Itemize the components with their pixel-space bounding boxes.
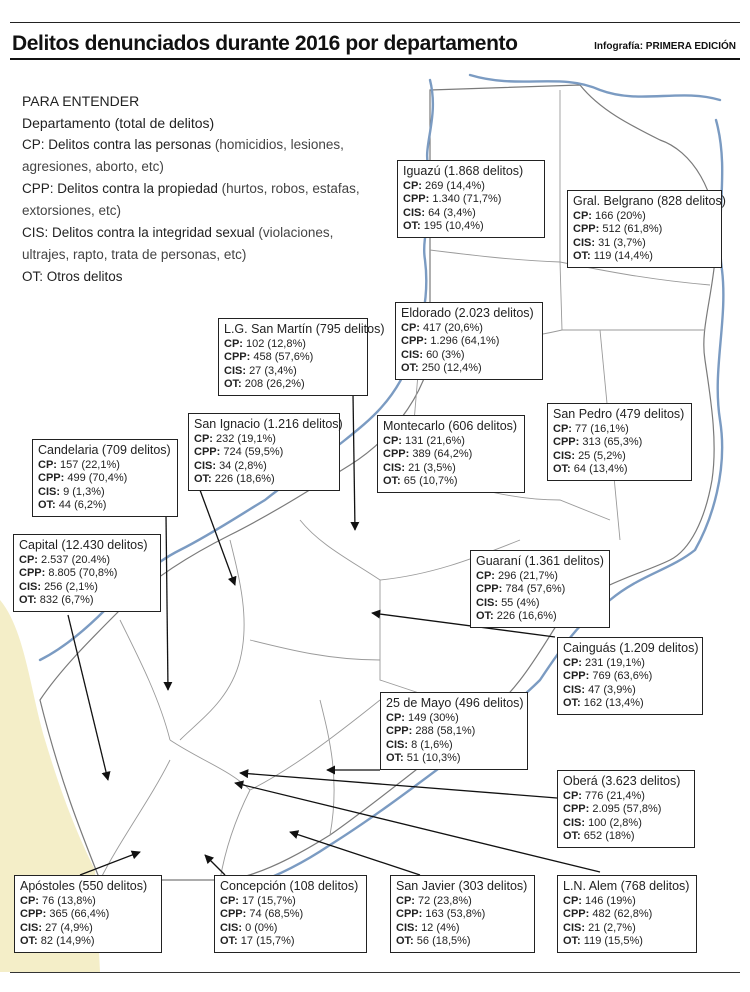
dept-cis: CIS: 100 (2,8%) [563, 816, 642, 829]
dept-cpp: CPP: 724 (59,5%) [194, 446, 284, 459]
dept-cpp: CPP: 288 (58,1%) [386, 725, 476, 738]
dept-cp: CP: 296 (21,7%) [476, 570, 558, 582]
dept-name: Concepción (108 delitos) [220, 879, 359, 893]
dept-cpp: CPP: 74 (68,5%) [220, 908, 304, 921]
dept-cis: CIS: 256 (2,1%) [19, 580, 98, 593]
dept-cpp: CPP: 784 (57,6%) [476, 583, 566, 596]
legend-heading: PARA ENTENDER [22, 93, 140, 109]
dept-name: Cainguás (1.209 delitos) [563, 641, 699, 655]
dept-ot: OT: 44 (6,2%) [38, 499, 107, 512]
dept-cp: CP: 417 (20,6%) [401, 322, 483, 334]
dept-box-san-ignacio [188, 413, 343, 491]
dept-cis: CIS: 0 (0%) [220, 921, 278, 934]
dept-cp: CP: 231 (19,1%) [563, 657, 645, 669]
dept-ot: OT: 832 (6,7%) [19, 594, 94, 607]
dept-box-iguazu [397, 160, 545, 238]
dept-box-eldorado [395, 302, 543, 380]
dept-cp: CP: 269 (14,4%) [403, 180, 485, 192]
dept-ot: OT: 65 (10,7%) [383, 475, 458, 488]
dept-name: L.G. San Martín (795 delitos) [224, 322, 385, 336]
dept-name: 25 de Mayo (496 delitos) [386, 696, 524, 710]
legend-cpp: CPP: Delitos contra la propiedad (hurtos, robos, estafas, extorsiones, etc) [22, 181, 360, 218]
dept-box-lg-san-martin [218, 318, 385, 396]
dept-cis: CIS: 21 (3,5%) [383, 461, 456, 474]
dept-cp: CP: 131 (21,6%) [383, 435, 465, 447]
dept-ot: OT: 17 (15,7%) [220, 935, 295, 948]
dept-ot: OT: 119 (15,5%) [563, 935, 643, 948]
dept-box-ln-alem [557, 875, 697, 953]
dept-cis: CIS: 60 (3%) [401, 348, 465, 361]
dept-cpp: CPP: 769 (63,6%) [563, 670, 653, 683]
page-title: Delitos denunciados durante 2016 por departamento [12, 32, 518, 55]
dept-ot: OT: 51 (10,3%) [386, 752, 461, 765]
dept-cis: CIS: 27 (4,9%) [20, 921, 93, 934]
dept-cpp: CPP: 482 (62,8%) [563, 908, 653, 921]
dept-cis: CIS: 34 (2,8%) [194, 459, 267, 472]
dept-ot: OT: 208 (26,2%) [224, 378, 305, 391]
dept-cpp: CPP: 1.340 (71,7%) [403, 193, 502, 206]
dept-cp: CP: 157 (22,1%) [38, 459, 120, 471]
dept-ot: OT: 226 (18,6%) [194, 473, 275, 486]
dept-cp: CP: 166 (20%) [573, 210, 646, 222]
dept-ot: OT: 162 (13,4%) [563, 697, 644, 710]
dept-name: Candelaria (709 delitos) [38, 443, 171, 457]
dept-cpp: CPP: 8.805 (70,8%) [19, 567, 118, 580]
dept-cpp: CPP: 458 (57,6%) [224, 351, 314, 364]
legend-ot: OT: Otros delitos [22, 269, 123, 284]
dept-cis: CIS: 9 (1,3%) [38, 485, 105, 498]
dept-box-apostoles [14, 875, 162, 953]
dept-cpp: CPP: 365 (66,4%) [20, 908, 110, 921]
dept-cpp: CPP: 1.296 (64,1%) [401, 335, 500, 348]
dept-cis: CIS: 31 (3,7%) [573, 236, 646, 249]
dept-cpp: CPP: 389 (64,2%) [383, 448, 473, 461]
dept-name: Montecarlo (606 delitos) [383, 419, 518, 433]
dept-cis: CIS: 25 (5,2%) [553, 449, 626, 462]
dept-box-concepcion [214, 875, 367, 953]
dept-name: L.N. Alem (768 delitos) [563, 879, 690, 893]
dept-ot: OT: 250 (12,4%) [401, 362, 482, 375]
header [0, 0, 750, 62]
dept-box-cainguas [557, 637, 703, 715]
dept-cpp: CPP: 2.095 (57,8%) [563, 803, 662, 816]
dept-box-obera [557, 770, 695, 848]
header-bottom-rule [10, 58, 740, 60]
dept-cp: CP: 149 (30%) [386, 712, 459, 724]
dept-cp: CP: 77 (16,1%) [553, 423, 629, 435]
dept-box-candelaria [32, 439, 178, 517]
dept-cp: CP: 17 (15,7%) [220, 895, 296, 907]
dept-cis: CIS: 8 (1,6%) [386, 738, 453, 751]
dept-cp: CP: 2.537 (20.4%) [19, 554, 111, 566]
dept-box-san-pedro [547, 403, 692, 481]
dept-cis: CIS: 47 (3,9%) [563, 683, 636, 696]
footer-rule [10, 972, 740, 973]
dept-cp: CP: 232 (19,1%) [194, 433, 276, 445]
dept-name: Eldorado (2.023 delitos) [401, 306, 534, 320]
dept-box-guarani [470, 550, 610, 628]
dept-cp: CP: 776 (21,4%) [563, 790, 645, 802]
dept-ot: OT: 64 (13,4%) [553, 463, 628, 476]
dept-ot: OT: 82 (14,9%) [20, 935, 95, 948]
dept-cpp: CPP: 499 (70,4%) [38, 472, 128, 485]
dept-box-san-javier [390, 875, 535, 953]
legend [22, 90, 382, 288]
dept-cpp: CPP: 313 (65,3%) [553, 436, 643, 449]
dept-name: San Pedro (479 delitos) [553, 407, 685, 421]
dept-ot: OT: 195 (10,4%) [403, 220, 484, 233]
dept-box-montecarlo [377, 415, 525, 493]
dept-ot: OT: 119 (14,4%) [573, 250, 653, 263]
dept-cis: CIS: 21 (2,7%) [563, 921, 636, 934]
dept-name: Apóstoles (550 delitos) [20, 879, 148, 893]
header-top-rule [10, 22, 740, 23]
dept-cpp: CPP: 512 (61,8%) [573, 223, 663, 236]
dept-box-gral-belgrano [567, 190, 726, 268]
legend-cis: CIS: Delitos contra la integridad sexual (violaciones, ultrajes, rapto, trata de personas, etc) [22, 225, 334, 262]
dept-cp: CP: 72 (23,8%) [396, 895, 472, 907]
dept-cis: CIS: 12 (4%) [396, 921, 460, 934]
dept-name: Gral. Belgrano (828 delitos) [573, 194, 726, 208]
dept-cp: CP: 102 (12,8%) [224, 338, 306, 350]
dept-name: Iguazú (1.868 delitos) [403, 164, 524, 178]
dept-cp: CP: 146 (19%) [563, 895, 636, 907]
dept-box-25-de-mayo [380, 692, 528, 770]
dept-cis: CIS: 64 (3,4%) [403, 206, 476, 219]
dept-box-capital [13, 534, 161, 612]
dept-cpp: CPP: 163 (53,8%) [396, 908, 486, 921]
dept-name: Capital (12.430 delitos) [19, 538, 148, 552]
infographic-credit: Infografía: PRIMERA EDICIÓN [594, 41, 736, 52]
dept-cis: CIS: 55 (4%) [476, 596, 540, 609]
legend-subheading: Departamento (total de delitos) [22, 115, 215, 131]
dept-ot: OT: 226 (16,6%) [476, 610, 557, 623]
dept-name: San Javier (303 delitos) [396, 879, 528, 893]
dept-ot: OT: 56 (18,5%) [396, 935, 471, 948]
legend-cp: CP: Delitos contra las personas (homicidios, lesiones, agresiones, aborto, etc) [22, 137, 344, 174]
dept-name: Guaraní (1.361 delitos) [476, 554, 604, 568]
dept-cis: CIS: 27 (3,4%) [224, 364, 297, 377]
dept-cp: CP: 76 (13,8%) [20, 895, 96, 907]
dept-ot: OT: 652 (18%) [563, 830, 635, 843]
dept-name: San Ignacio (1.216 delitos) [194, 417, 343, 431]
dept-name: Oberá (3.623 delitos) [563, 774, 681, 788]
